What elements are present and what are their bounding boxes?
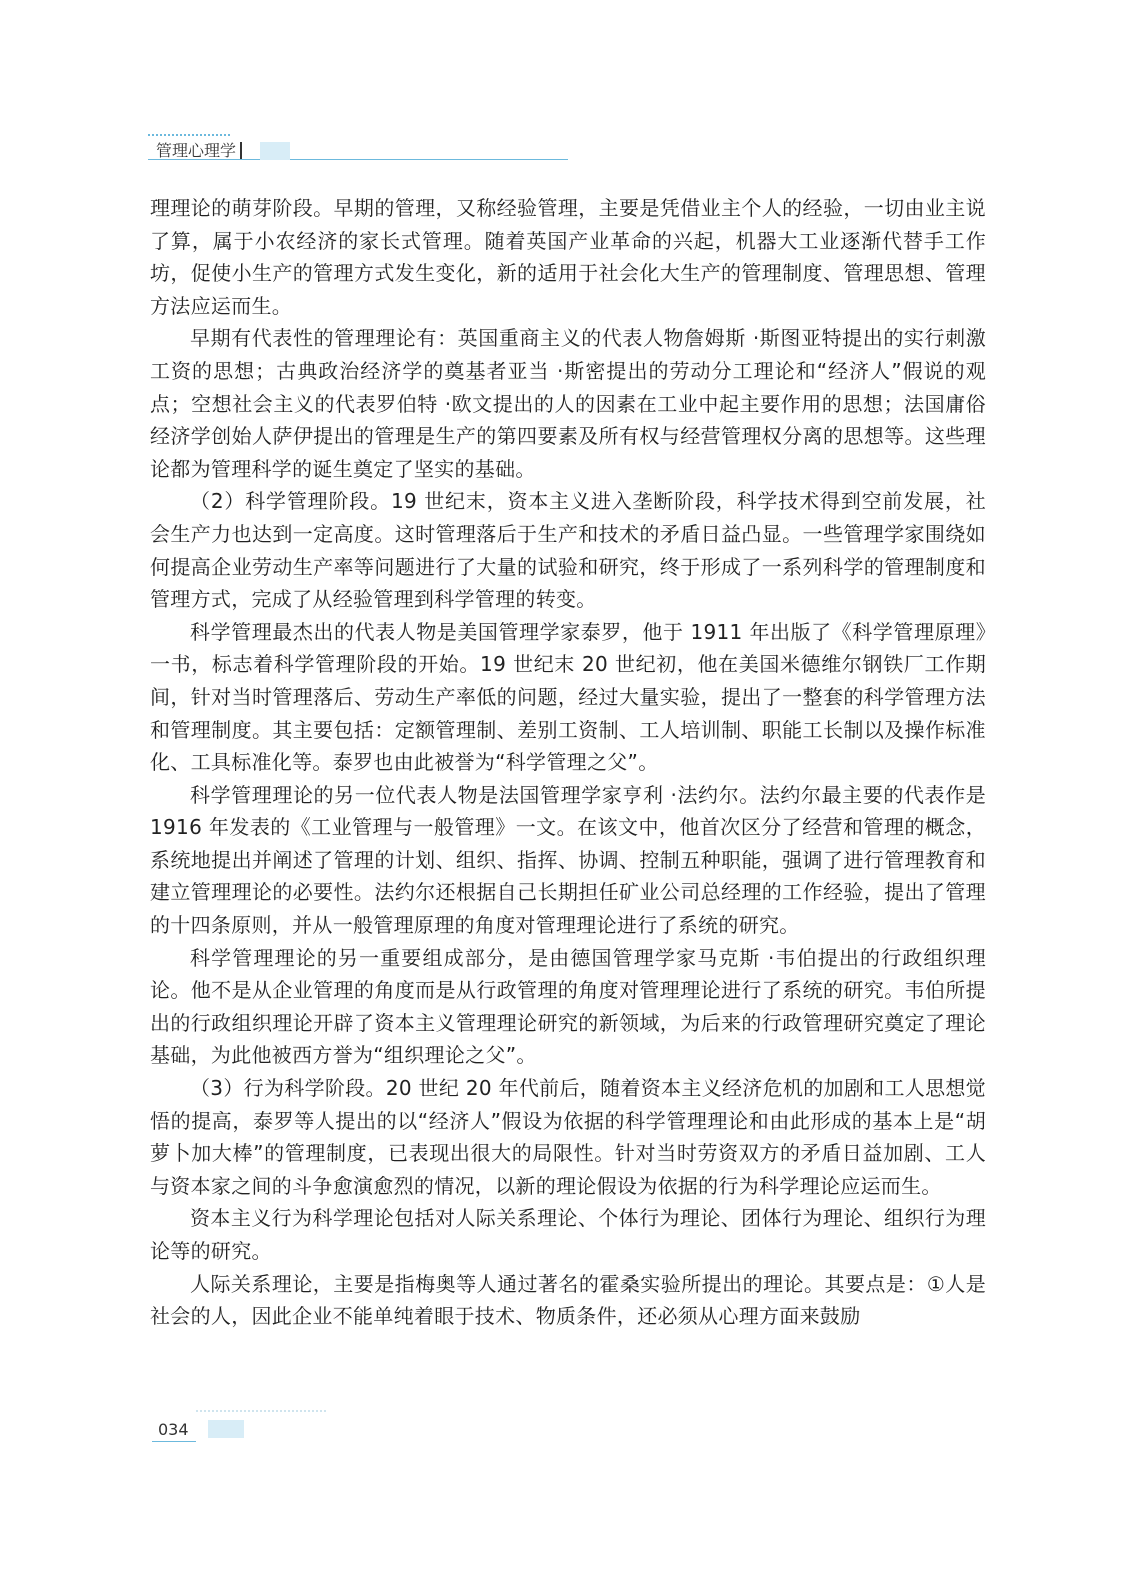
paragraph: 资本主义行为科学理论包括对人际关系理论、个体行为理论、团体行为理论、组织行为理论等的研究。 (150, 1206, 986, 1263)
header-rule-left (148, 159, 260, 160)
running-header (148, 134, 568, 168)
paragraph: 早期有代表性的管理理论有：英国重商主义的代表人物詹姆斯 ·斯图亚特提出的实行刺激工资的思想；古典政治经济学的奠基者亚当 ·斯密提出的劳动分工理论和“经济人”假说的观点；空想社会主义的代表罗伯特 ·欧文提出的人的因素在工业中起主要作用的思想；法国庸俗经济学创始人萨伊提出的管理是生产的第四要素及所有权与经营管理权分离的思想等。这些理论都为管理科学的诞生奠定了坚实的基础。 (150, 326, 986, 481)
page-footer (152, 1410, 332, 1444)
header-rule (290, 159, 568, 160)
paragraph: （2）科学管理阶段。19 世纪末，资本主义进入垄断阶段，科学技术得到空前发展，社会生产力也达到一定高度。这时管理落后于生产和技术的矛盾日益凸显。一些管理学家围绕如何提高企业劳动生产率等问题进行了大量的试验和研究，终于形成了一系列科学的管理制度和管理方式，完成了从经验管理到科学管理的转变。 (150, 489, 986, 612)
paragraph: 科学管理最杰出的代表人物是美国管理学家泰罗，他于 1911 年出版了《科学管理原理》一书，标志着科学管理阶段的开始。19 世纪末 20 世纪初，他在美国米德维尔钢铁厂工作期间，针对当时管理落后、劳动生产率低的问题，经过大量实验，提出了一整套的科学管理方法和管理制度。其主要包括：定额管理制、差别工资制、工人培训制、职能工长制以及操作标准化、工具标准化等。泰罗也由此被誉为“科学管理之父”。 (150, 619, 986, 775)
header-decor-box (260, 142, 290, 160)
paragraph: 科学管理理论的另一重要组成部分，是由德国管理学家马克斯 ·韦伯提出的行政组织理论。他不是从企业管理的角度而是从行政管理的角度对管理理论进行了系统的研究。韦伯所提出的行政组织理论开辟了资本主义管理理论研究的新领域，为后来的行政管理研究奠定了理论基础，为此他被西方誉为“组织理论之父”。 (150, 945, 986, 1068)
paragraph: （3）行为科学阶段。20 世纪 20 年代前后，随着资本主义经济危机的加剧和工人思想觉悟的提高，泰罗等人提出的以“经济人”假设为依据的科学管理理论和由此形成的基本上是“胡萝卜加大棒”的管理制度，已表现出很大的局限性。针对当时劳资双方的矛盾日益加剧、工人与资本家之间的斗争愈演愈烈的情况，以新的理论假设为依据的行为科学理论应运而生。 (150, 1076, 986, 1198)
paragraph: 理理论的萌芽阶段。早期的管理，又称经验管理，主要是凭借业主个人的经验，一切由业主说了算，属于小农经济的家长式管理。随着英国产业革命的兴起，机器大工业逐渐代替手工作坊，促使小生产的管理方式发生变化，新的适用于社会化大生产的管理制度、管理思想、管理方法应运而生。 (150, 196, 986, 318)
page-number: 034 (158, 1420, 189, 1439)
paragraph: 科学管理理论的另一位代表人物是法国管理学家亨利 ·法约尔。法约尔最主要的代表作是 1916 年发表的《工业管理与一般管理》一文。在该文中，他首次区分了经营和管理的概念，系统地提出并阐述了管理的计划、组织、指挥、协调、控制五种职能，强调了进行管理教育和建立管理理论的必要性。法约尔还根据自己长期担任矿业公司总经理的工作经验，提出了管理的十四条原则，并从一般管理原理的角度对管理理论进行了系统的研究。 (150, 782, 986, 938)
header-dotted-rule (148, 134, 230, 136)
footer-rule (152, 1441, 196, 1442)
paragraph: 人际关系理论，主要是指梅奥等人通过著名的霍桑实验所提出的理论。其要点是：①人是社会的人，因此企业不能单纯着眼于技术、物质条件，还必须从心理方面来鼓励 (150, 1271, 986, 1329)
book-title: 管理心理学 (156, 142, 242, 160)
page-body (150, 192, 986, 1333)
footer-dotted-rule (196, 1410, 326, 1412)
footer-decor-box (208, 1420, 244, 1438)
